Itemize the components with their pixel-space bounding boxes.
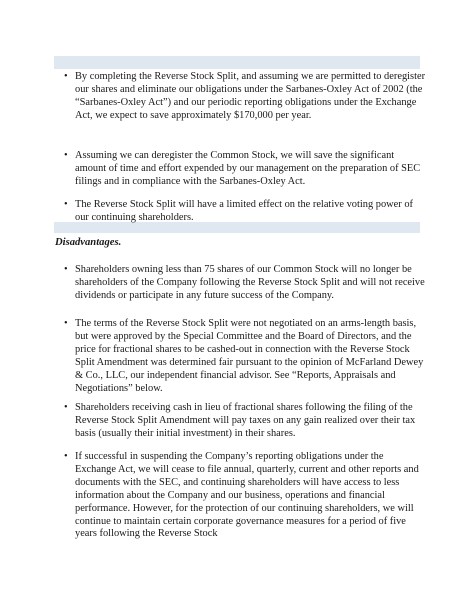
list-item xyxy=(64,451,426,541)
bullet-icon: • xyxy=(64,318,68,329)
list-item-text: By completing the Reverse Stock Split, and assuming we are permitted to deregister our shares and eliminate our obligations under the Sarbanes-Oxley Act of 2002 (the “Sarbanes-Oxley Act”) and our periodic reporting obligations under the Exchange Act, we expect to save approximately $170,000 per year. xyxy=(75,71,426,121)
list-item xyxy=(64,264,426,303)
list-item xyxy=(64,71,426,123)
list-item-text: Shareholders receiving cash in lieu of fractional shares following the filing of the Reverse Stock Split Amendment will pay taxes on any gain realized over their tax basis (usually their initial investment) in their shares. xyxy=(75,402,416,439)
bullet-icon: • xyxy=(64,402,68,413)
list-item-text: The terms of the Reverse Stock Split were not negotiated on an arms-length basis, but were approved by the Special Committee and the Board of Directors, and the price for fractional shares to be cashed-out in connection with the Reverse Stock Split Amendment was determined fair pursuant to the opinion of McFarland Dewey & Co., LLC, our independent financial advisor. See “Reports, Appraisals and Negotiations” below. xyxy=(75,318,424,394)
bullet-icon: • xyxy=(64,451,68,462)
bullet-icon: • xyxy=(64,150,68,161)
bullet-icon: • xyxy=(64,264,68,275)
bullet-icon: • xyxy=(64,199,68,210)
list-item xyxy=(64,402,426,441)
list-item-text: Assuming we can deregister the Common Stock, we will save the significant amount of time and effort expended by our management on the preparation of SEC filings and in compliance with the Sarbanes-Oxley Act. xyxy=(75,150,421,187)
list-item-text: The Reverse Stock Split will have a limited effect on the relative voting power of our continuing shareholders. xyxy=(75,199,413,223)
list-item xyxy=(64,199,426,225)
section-heading: Disadvantages. xyxy=(55,237,122,248)
list-item xyxy=(64,318,426,395)
highlight-band-top xyxy=(54,56,420,69)
bullet-icon: • xyxy=(64,71,68,82)
list-item xyxy=(64,150,426,189)
list-item-text: Shareholders owning less than 75 shares of our Common Stock will no longer be shareholders of the Company following the Reverse Stock Split and will not receive dividends or participate in any future success of the Company. xyxy=(75,264,425,301)
list-item-text: If successful in suspending the Company’s reporting obligations under the Exchange Act, we will cease to file annual, quarterly, current and other reports and documents with the SEC, and continuing shareholders will have access to less information about the Company and our business, operations and financial performance. However, for the protection of our continuing shareholders, we will continue to maintain certain corporate governance measures for a period of five years following the Reverse Stock xyxy=(75,451,419,540)
